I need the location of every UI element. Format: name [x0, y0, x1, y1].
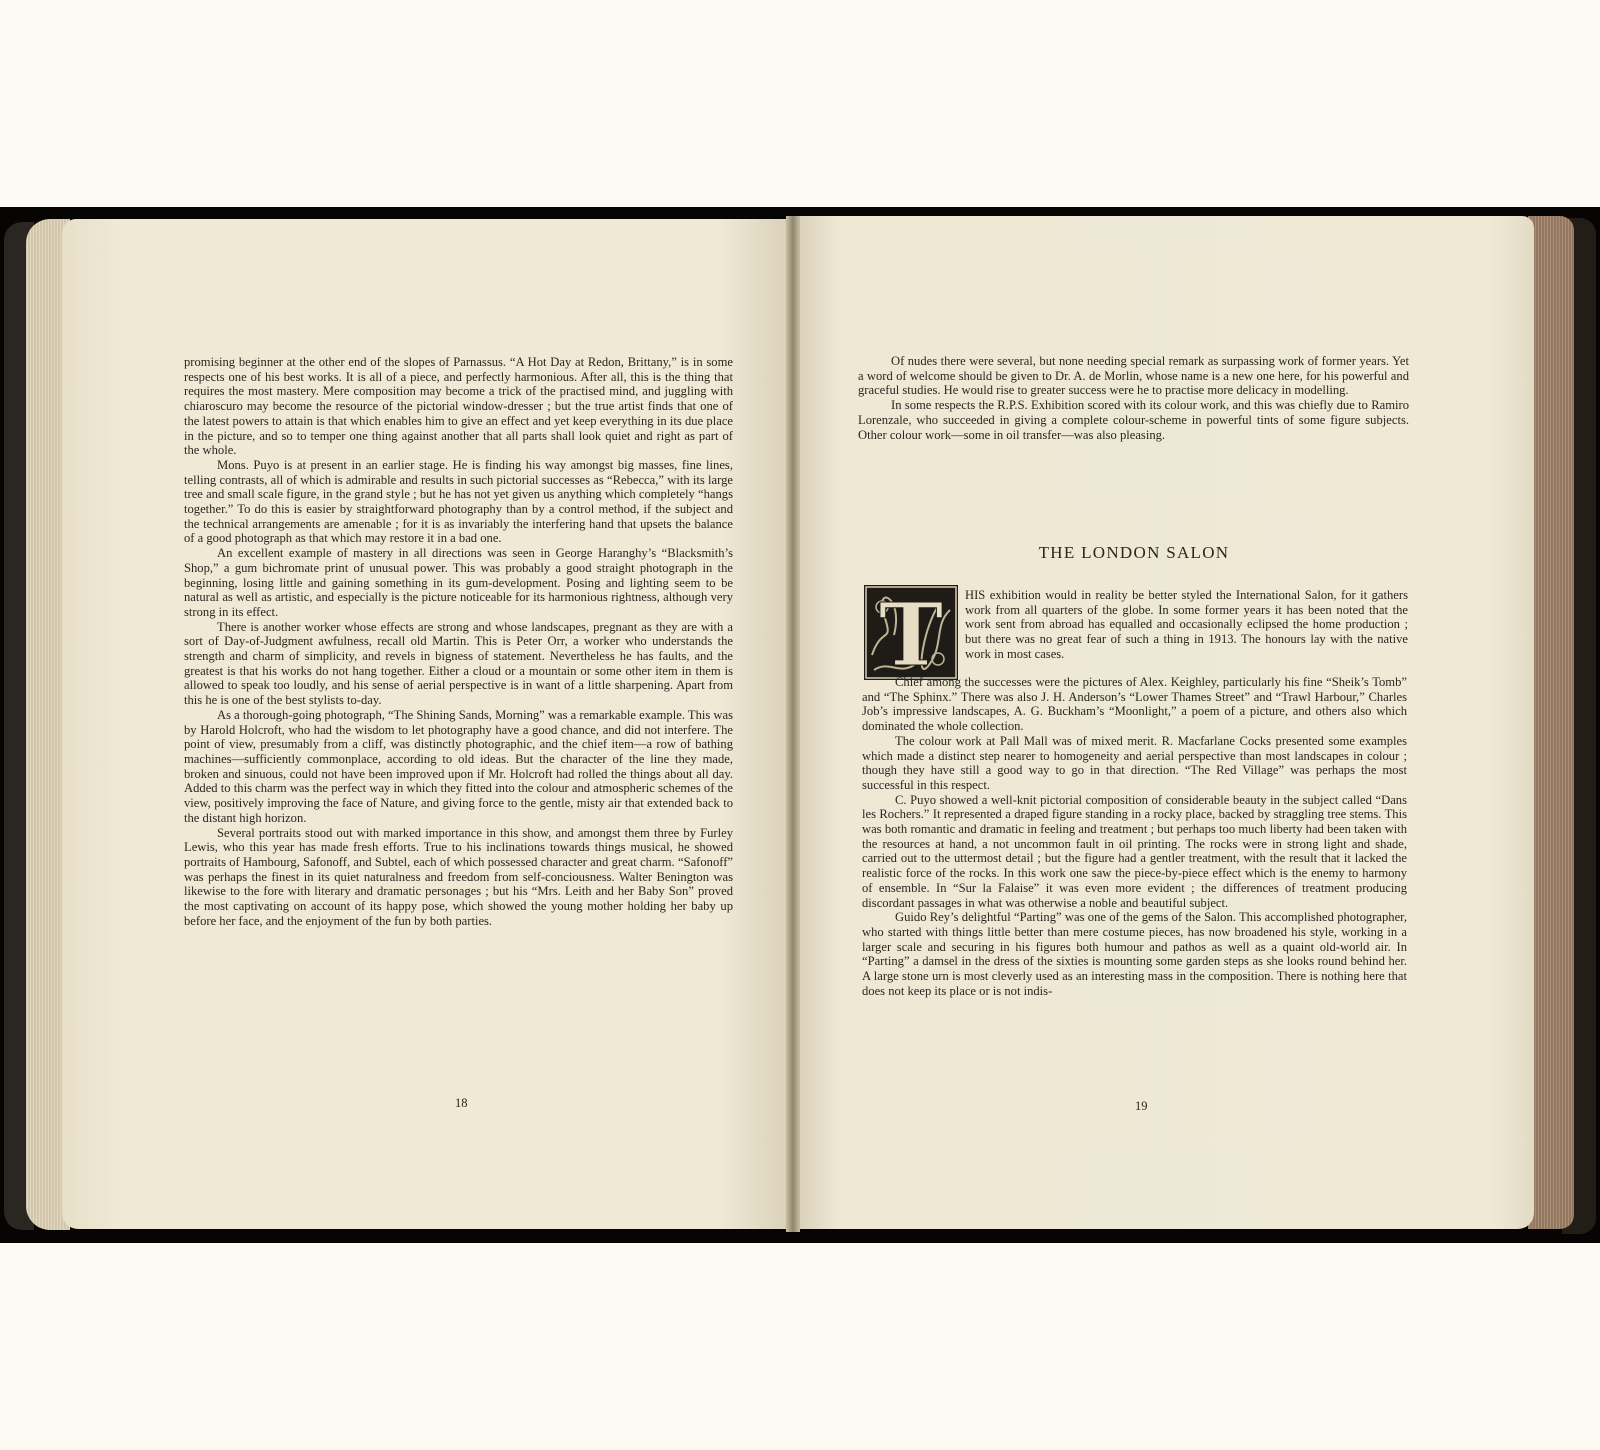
dropcap-letter: T — [879, 585, 943, 680]
right-page-top-text — [858, 354, 1409, 442]
left-paragraph: There is another worker whose effects are strong and whose landscapes, pregnant as they are with a sort of Day-of-Judgment awfulness, recall old Martin. This is Peter Orr, a worker who understands the strength and charm of simplicity, and revels in bigness of statement. Nevertheless he has faults, and the greatest is that his works do not hang together. Either a cloud or a mountain or some other item in them is allowed to speak too loudly, and his sense of aerial perspective is in want of a little sharpening. Apart from this he is one of the best stylists to-day. — [184, 619, 733, 708]
page-number-left: 18 — [455, 1096, 468, 1110]
right-page-body-text — [862, 675, 1407, 998]
ornamental-dropcap-icon — [864, 585, 958, 680]
book-gutter — [786, 216, 800, 1232]
right-paragraph: Guido Rey’s delightful “Parting” was one of the gems of the Salon. This accomplished photographer, who started with things little better than mere costume pieces, has now broadened his style, working in a larger scale and securing in his figures both humour and pathos as well as a quaint old-world air. In “Parting” a damsel in the dress of the sixties is mounting some garden steps as she looks round behind her. A large stone urn is most cleverly used as an interesting mass in the composition. There is nothing here that does not keep its place or is not indis- — [862, 910, 1407, 998]
right-paragraph: The colour work at Pall Mall was of mixed merit. R. Macfarlane Cocks presented some examples which made a distinct step nearer to homogeneity and aerial perspective than most landscapes in colour ; though they have still a good way to go in that direction. “The Red Village” was perhaps the most successful in this respect. — [862, 733, 1407, 792]
section-intro-text — [965, 588, 1408, 662]
right-paragraph: Chief among the successes were the pictures of Alex. Keighley, particularly his fine “Sheik’s Tomb” and “The Sphinx.” There was also J. H. Anderson’s “Lower Thames Street” and “Trawl Harbour,” Charles Job’s impressive landscapes, A. G. Buckham’s “Moonlight,” a poem of a picture, and others also which dominated the whole collection. — [862, 675, 1407, 734]
left-page — [62, 219, 792, 1229]
section-heading: THE LONDON SALON — [1038, 543, 1230, 562]
page-number-right: 19 — [1135, 1099, 1148, 1113]
left-paragraph: An excellent example of mastery in all directions was seen in George Haranghy’s “Blacksmith’s Shop,” a gum bichromate print of unusual power. This was probably a good straight photograph in the beginning, losing little and gaining something in its gum-development. Posing and lighting seem to be natural as well as artistic, and especially is the picture noticeable for its harmonious rightness, although very strong in its effect. — [184, 546, 733, 619]
left-paragraph: As a thorough-going photograph, “The Shining Sands, Morning” was a remarkable example. This was by Harold Holcroft, who had the wisdom to let photography have a good chance, and did not interfere. The point of view, presumably from a cliff, was distinctly photographic, and the chief item—a row of bathing machines—sufficiently commonplace, according to old ideas. But the character of the line they made, broken and sinuous, could not have been improved upon if Mr. Holcroft had rolled the things about all day. Added to this charm was the perfect way in which they fitted into the colour and atmospheric schemes of the view, positively improving the face of Nature, and giving force to the gentle, misty air that extended back to the distant high horizon. — [184, 707, 734, 825]
left-paragraph: Mons. Puyo is at present in an earlier stage. He is finding his way amongst big masses, fine lines, telling contrasts, all of which is admirable and results in such pictorial successes as “Rebecca,” with its large tree and small scale figure, in the grand style ; but he has not yet given us anything which completely “hangs together.” To do this is easier by straightforward photography than by a control method, if the subject and the technical arrangements are amenable ; for it is as invariably the interfering hand that upsets the balance of a good photograph as that which may restore it in a bad one. — [184, 457, 733, 546]
left-page-text — [184, 355, 733, 928]
right-paragraph: Of nudes there were several, but none needing special remark as surpassing work of former years. Yet a word of welcome should be given to Dr. A. de Morlin, whose name is a new one here, for his powerful and graceful studies. He would rise to greater success were he to practise more delicacy in modelling. — [858, 354, 1409, 398]
left-paragraph: promising beginner at the other end of the slopes of Parnassus. “A Hot Day at Redon, Brittany,” is in some respects one of his best works. It is all of a piece, and perfectly harmonious. After all, this is the thing that requires the most mastery. Mere composition may become a trick of the practised mind, and juggling with chiaroscuro may become the resource of the pictorial window-dresser ; but the true artist finds that one of the latest powers to attain is that which enables him to give an effect and yet keep everything in its due place in the picture, and so to temper one thing against another that all parts shall look quiet and right as part of the whole. — [184, 355, 733, 458]
left-paragraph: Several portraits stood out with marked importance in this show, and amongst them three by Furley Lewis, who this year has made fresh efforts. True to his inclinations towards things musical, he showed portraits of Hambourg, Safonoff, and Subtel, each of which possessed character and great charm. “Safonoff” was perhaps the finest in its quiet naturalness and freedom from self-conciousness. Walter Benington was likewise to the fore with literary and dramatic personages ; but his “Mrs. Leith and her Baby Son” proved the most captivating on account of its happy pose, which showed the young mother holding her baby up before her face, and the enjoyment of the fun by both parties. — [184, 825, 733, 928]
page-edges-right — [1528, 216, 1574, 1229]
intro-paragraph: HIS exhibition would in reality be better styled the International Salon, for it gathers work from all quarters of the globe. In some former years it has been noted that the work sent from abroad has equalled and occasionally eclipsed the home production ; but there was no great fear of such a thing in 1913. The honours lay with the native work in most cases. — [965, 588, 1408, 661]
right-paragraph: In some respects the R.P.S. Exhibition scored with its colour work, and this was chiefly due to Ramiro Lorenzale, who succeeded in giving a complete colour-scheme in powerful tints of some figure subjects. Other colour work—some in oil transfer—was also pleasing. — [858, 398, 1409, 442]
right-paragraph: C. Puyo showed a well-knit pictorial composition of considerable beauty in the subject called “Dans les Rochers.” It represented a draped figure standing in a rocky place, backed by straggling tree stems. This was both romantic and dramatic in feeling and treatment ; but perhaps too much liberty had been taken with the resources at hand, a not uncommon fault in oil printing. The rocks were in strong light and shade, carried out to the uttermost detail ; but the figure had a gentler treatment, with the result that it lacked the realistic force of the rocks. In this work one saw the piece-by-piece effect which is the enemy to harmony of ensemble. In “Sur la Falaise” it was even more evident ; the differences of treatment producing discordant passages in what was otherwise a noble and beautiful subject. — [862, 792, 1407, 910]
right-page — [794, 216, 1534, 1229]
